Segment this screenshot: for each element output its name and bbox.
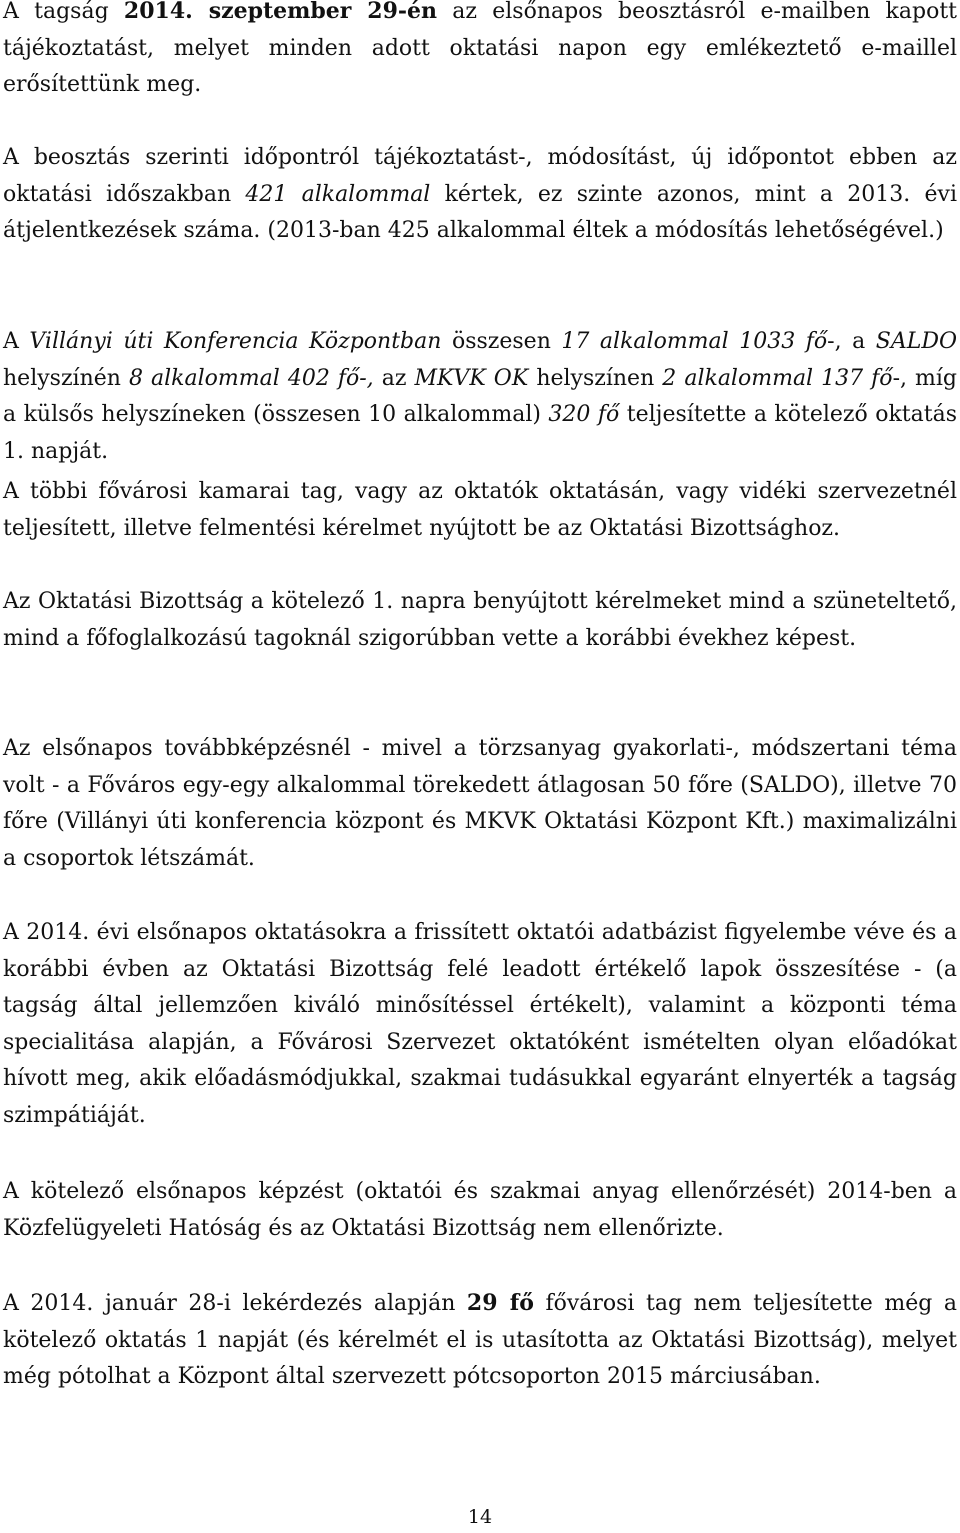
text-run: az elsőnapos beosztásról e-mailben kapott tájékoztatást, melyet minden adott oktatási napon egy emlékeztető e-maillel erősítettünk meg.	[3, 0, 957, 98]
italic-venue: MKVK OK	[414, 365, 529, 391]
text-run: kértek, ez szinte azonos, mint a 2013. évi átjelentkezések száma. (2013-ban 425 alkalommal éltek a módosítás lehetőségével.)	[3, 181, 957, 244]
paragraph-committee-requests: Az Oktatási Bizottság a kötelező 1. napra benyújtott kérelmeket mind a szüneteltető, mind a főfoglalkozású tagoknál szigorúbban vette a korábbi évekhez képest.	[3, 589, 957, 651]
text-run: az	[373, 365, 415, 391]
paragraph-lecturers: A 2014. évi elsőnapos oktatásokra a frissített oktatói adatbázist figyelembe véve és a korábbi évben az Oktatási Bizottság felé leadott értékelő lapok összesítése - (a tagság által jellemzően kiváló minősítéssel értékelt), valamint a központi téma specialitása alapján, a Fővárosi Szervezet oktatóként ismételten olyan előadókat hívott meg, akik előadásmódjukkal, szakmai tudásukkal egyaránt elnyerték a tagság szimpátiáját.	[3, 920, 957, 1128]
text-run: fővárosi tag nem teljesítette még a kötelező oktatás 1 napját (és kérelmét el is utasította az Oktatási Bizottság), melyet még pótolhat a Központ által szervezett pótcsoporton 2015 márciusában.	[3, 1291, 957, 1390]
paragraph-venues	[3, 324, 957, 470]
text-run: A tagság	[3, 0, 124, 24]
text-run: teljesítette a kötelező oktatás 1. napját.	[3, 402, 958, 464]
italic-count: 8 alkalommal 402 fő-,	[128, 365, 374, 391]
paragraph-modifications	[3, 140, 957, 250]
italic-count: 320 fő	[548, 402, 620, 428]
text-run: helyszínen	[528, 365, 663, 391]
italic-count: 17 alkalommal 1033 fő	[561, 329, 828, 354]
text-run: A	[3, 329, 30, 354]
text-run: -, míg a külsős helyszíneken (összesen 10 alkalommal)	[3, 365, 958, 428]
text-run: összesen	[441, 329, 562, 354]
paragraph-group-size: Az elsőnapos továbbképzésnél - mivel a törzsanyag gyakorlati-, módszertani téma volt - a Főváros egy-egy alkalommal törekedett átlagosan 50 főre (SALDO), illetve 70 főre (Villányi úti konferencia központ és MKVK Oktatási Központ Kft.) maximalizálni a csoportok létszámát.	[3, 736, 957, 871]
text-run: -, a	[827, 329, 876, 354]
paragraph-other-members: A többi fővárosi kamarai tag, vagy az oktatók oktatásán, vagy vidéki szervezetnél teljesített, illetve felmentési kérelmet nyújtott be az Oktatási Bizottsághoz.	[3, 479, 957, 541]
italic-count: 2 alkalommal 137 fő	[662, 365, 893, 391]
bold-date: 2014. szeptember 29-én	[123, 0, 438, 24]
paragraph-supervision: A kötelező elsőnapos képzést (oktatói és szakmai anyag ellenőrzését) 2014-ben a Közfelügyeleti Hatóság és az Oktatási Bizottság nem ellenőrizte.	[3, 1179, 957, 1241]
text-run: A beosztás szerinti időpontról tájékoztatást-, módosítást, új időpontot ebben az oktatási időszakban	[3, 145, 957, 207]
paragraph-incomplete-members	[3, 1285, 957, 1396]
text-run: A 2014. január 28-i lekérdezés alapján	[3, 1291, 467, 1316]
paragraph-schedule-notice	[3, 0, 957, 104]
italic-venue: Villányi úti Konferencia Központban	[29, 329, 442, 354]
bold-count: 29 fő	[466, 1290, 534, 1316]
italic-count: 421 alkalommal	[245, 181, 431, 207]
page-number: 14	[467, 1506, 493, 1528]
italic-venue: SALDO	[875, 329, 957, 354]
text-run: helyszínén	[3, 365, 129, 391]
